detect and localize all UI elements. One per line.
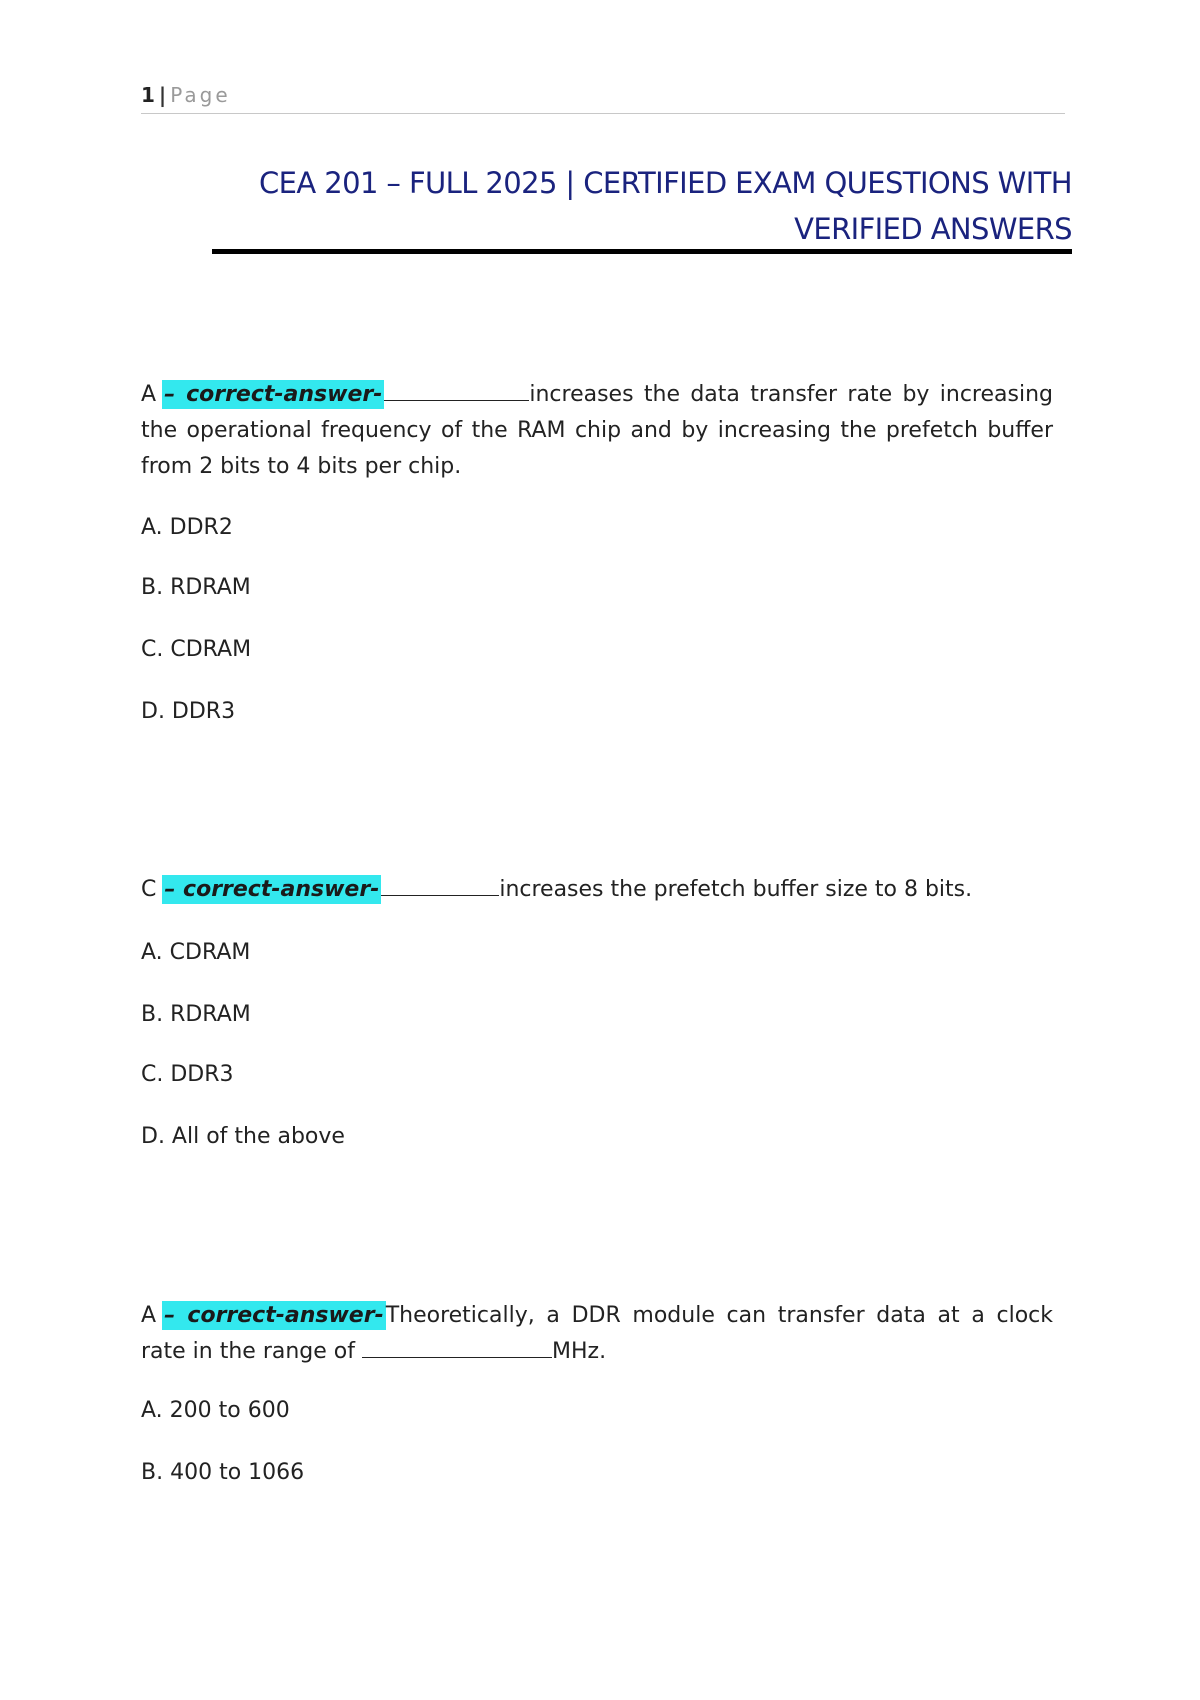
answer-letter: A (141, 1303, 157, 1328)
title-line-1: CEA 201 – FULL 2025 | CERTIFIED EXAM QUESTIONS WITH (259, 166, 1072, 200)
answer-letter: A (141, 382, 157, 407)
question-text: increases the prefetch buffer size to 8 bits. (499, 877, 973, 902)
title-line-2: VERIFIED ANSWERS (794, 212, 1072, 246)
correct-answer-tag: – correct-answer- (164, 877, 380, 902)
option-a: A. DDR2 (141, 515, 233, 540)
answer-blank (362, 1339, 552, 1358)
question-text-before: Theoretically, a DDR module can transfer data at a clock rate in the range of (141, 1303, 1053, 1364)
option-a: A. 200 to 600 (141, 1398, 290, 1423)
question-1 (141, 377, 1053, 485)
answer-letter: C (141, 877, 157, 902)
option-d: D. All of the above (141, 1124, 345, 1149)
correct-answer-tag: – correct-answer- (164, 382, 383, 407)
page-separator: | (158, 83, 167, 107)
page-header (141, 83, 1065, 114)
option-c: C. CDRAM (141, 637, 252, 662)
question-2 (141, 872, 1053, 908)
question-text-after: MHz. (552, 1339, 607, 1364)
option-b: B. 400 to 1066 (141, 1460, 305, 1485)
option-c: C. DDR3 (141, 1062, 234, 1087)
question-3 (141, 1298, 1053, 1370)
option-b: B. RDRAM (141, 1002, 251, 1027)
question-text: increases the data transfer rate by increasing the operational frequency of the RAM chip and by increasing the prefetch buffer from 2 bits to 4 bits per chip. (141, 382, 1053, 479)
title-underline (212, 249, 1072, 254)
answer-blank (381, 877, 499, 896)
page-number: 1 (141, 83, 155, 107)
correct-answer-tag: – correct-answer- (164, 1303, 384, 1328)
option-a: A. CDRAM (141, 940, 251, 965)
page-word: Page (170, 83, 231, 107)
option-b: B. RDRAM (141, 575, 251, 600)
option-d: D. DDR3 (141, 699, 236, 724)
answer-blank (384, 382, 529, 401)
document-title (212, 160, 1072, 252)
